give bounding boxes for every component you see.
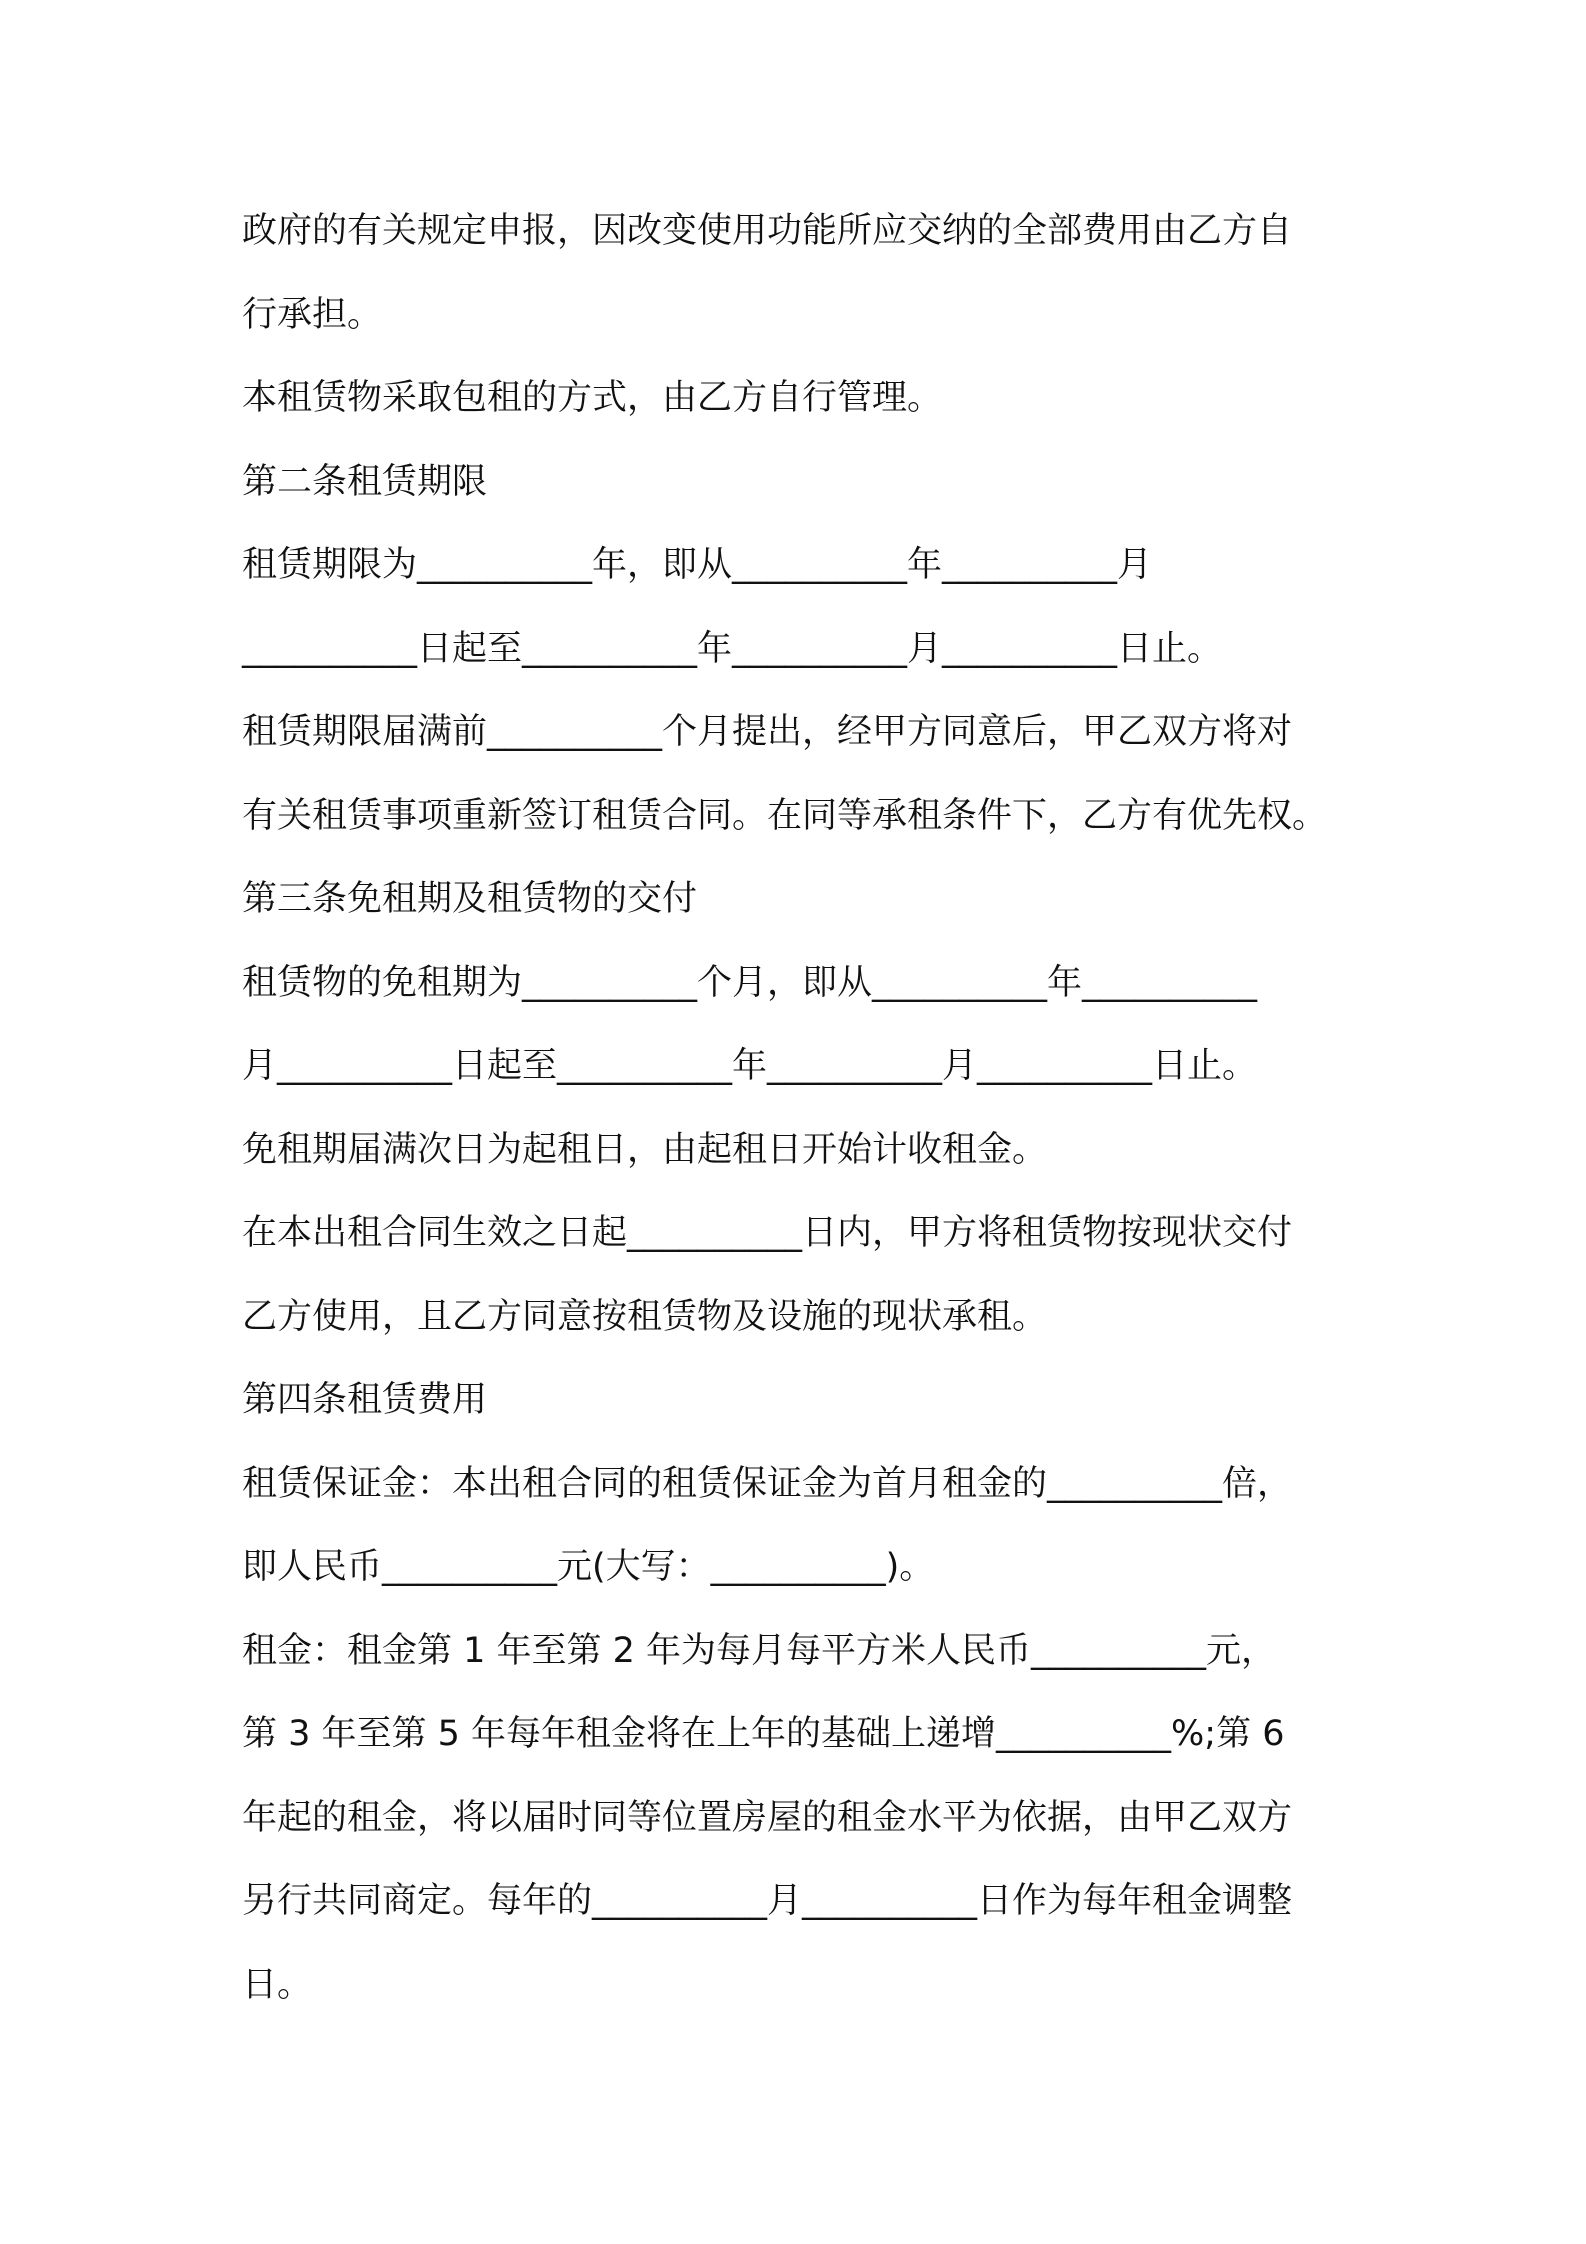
- paragraph-line: 月__________日起至__________年__________月__________日止。: [242, 1046, 1258, 1086]
- paragraph-line: 行承担。: [242, 294, 383, 335]
- paragraph-line: 乙方使用，且乙方同意按租赁物及设施的现状承租。: [242, 1296, 1048, 1337]
- paragraph-line: 政府的有关规定申报，因改变使用功能所应交纳的全部费用由乙方自: [242, 211, 1293, 251]
- paragraph-line: 租金：租金第 1 年至第 2 年为每月每平方米人民币__________元，: [242, 1630, 1277, 1671]
- paragraph-line: 本租赁物采取包租的方式，由乙方自行管理。: [242, 378, 943, 418]
- paragraph-line: 租赁期限为__________年，即从__________年__________月: [242, 545, 1153, 585]
- paragraph-line: 日。: [242, 1964, 313, 2005]
- document-body: [242, 200, 1362, 2037]
- section-heading: 第四条租赁费用: [242, 1380, 488, 1420]
- paragraph-line: 租赁期限届满前__________个月提出，经甲方同意后，甲乙双方将对: [242, 712, 1293, 752]
- paragraph-line: 即人民币__________元(大写：__________)。: [242, 1547, 935, 1587]
- section-heading: 第三条免租期及租赁物的交付: [242, 879, 698, 919]
- paragraph-line: 有关租赁事项重新签订租赁合同。在同等承租条件下，乙方有优先权。: [242, 795, 1328, 836]
- paragraph-line: 租赁保证金：本出租合同的租赁保证金为首月租金的__________倍，: [242, 1463, 1293, 1504]
- paragraph-line: 年起的租金，将以届时同等位置房屋的租金水平为依据，由甲乙双方: [242, 1797, 1293, 1838]
- section-heading: 第二条租赁期限: [242, 461, 488, 502]
- paragraph-line: 在本出租合同生效之日起__________日内，甲方将租赁物按现状交付: [242, 1213, 1293, 1253]
- paragraph-line: 租赁物的免租期为__________个月，即从__________年__________: [242, 962, 1258, 1003]
- paragraph-line: 第 3 年至第 5 年每年租金将在上年的基础上递增__________%;第 6: [242, 1714, 1285, 1754]
- paragraph-line: 另行共同商定。每年的__________月__________日作为每年租金调整: [242, 1881, 1293, 1921]
- paragraph-line: 免租期届满次日为起租日，由起租日开始计收租金。: [242, 1129, 1048, 1170]
- paragraph-line: __________日起至__________年__________月__________日止。: [242, 628, 1223, 669]
